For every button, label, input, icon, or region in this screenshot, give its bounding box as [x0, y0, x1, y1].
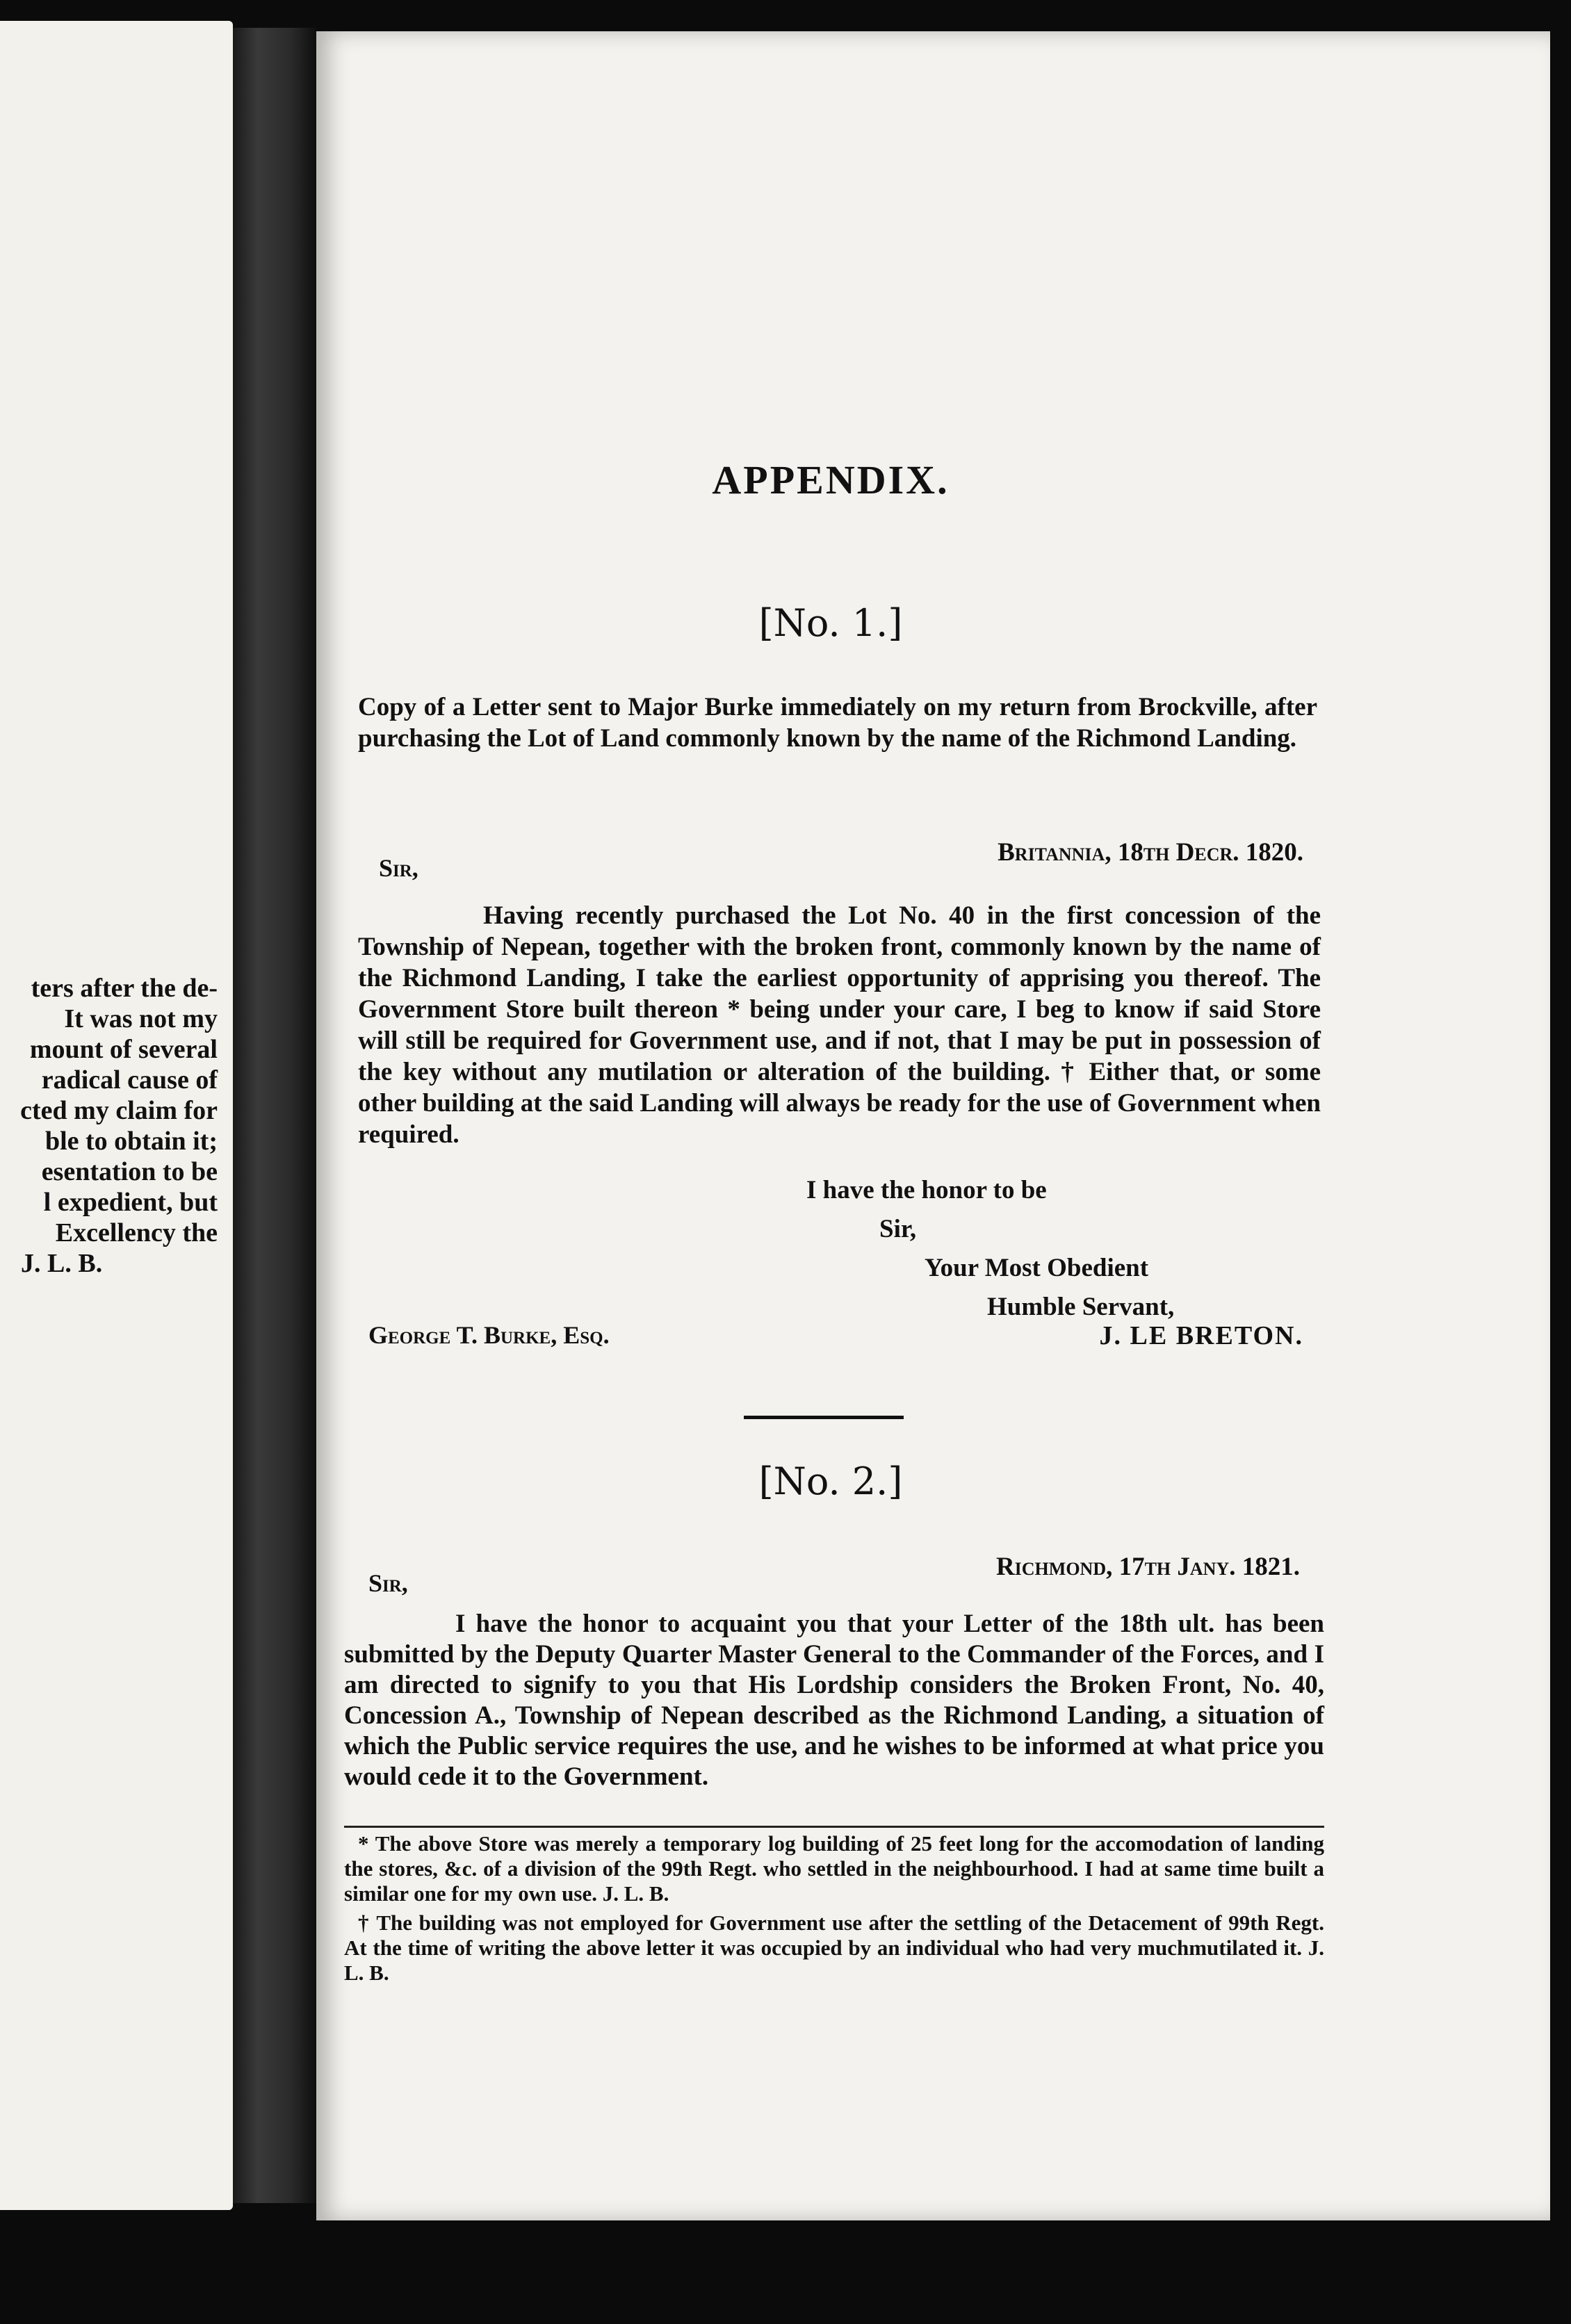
facing-line: ters after the de-	[31, 974, 218, 1003]
letter-1-signature: J. LE BRETON.	[1099, 1321, 1303, 1350]
footnote: * The above Store was merely a temporary log building of 25 feet long for the accomodation of landing the stores, &c. of a division of the 99th Regt. who settled in the neighbourhood. I had at same time built a similar one for my own use. J. L. B.	[344, 1831, 1324, 1906]
facing-signature: J. L. B.	[21, 1249, 103, 1278]
letter-2-body: I have the honor to acquaint you that your Letter of the 18th ult. has been submitted by the Deputy Quarter Master General to the Commander of the Forces, and I am directed to signify to you that His Lordship considers the Broken Front, No. 40, Concession A., Township of Nepean described as the Richmond Landing, a situation of which the Public service requires the use, and he wishes to be informed at what price you would cede it to the Government.	[344, 1610, 1324, 1791]
letter-2-date: Richmond, 17th Jany. 1821.	[995, 1553, 1300, 1581]
letter-1-salutation: Sir,	[379, 854, 418, 882]
footnote-divider	[344, 1826, 1324, 1828]
closing-line: Sir,	[879, 1215, 917, 1243]
facing-line: cted my claim for	[20, 1096, 218, 1125]
closing-line: I have the honor to be	[806, 1176, 1047, 1204]
book-gutter	[233, 28, 316, 2203]
section-number-1: [No. 1.]	[758, 601, 903, 645]
facing-line: ble to obtain it;	[44, 1127, 218, 1156]
letter-2-salutation: Sir,	[368, 1569, 408, 1597]
facing-line: mount of several	[29, 1035, 218, 1064]
appendix-title: APPENDIX.	[712, 457, 950, 502]
document-page	[316, 31, 1550, 2220]
facing-line: radical cause of	[41, 1065, 218, 1095]
facing-page-text	[0, 973, 233, 1279]
facing-line: Excellency the	[55, 1218, 218, 1247]
closing-line: Your Most Obedient	[925, 1254, 1149, 1282]
section-divider	[744, 1416, 904, 1419]
letter-1-date: Britannia, 18th Decr. 1820.	[998, 838, 1303, 867]
letter-1-addressee: George T. Burke, Esq.	[368, 1321, 610, 1349]
letter-1-body: Having recently purchased the Lot No. 40 in the first concession of the Township of Nepean, together with the broken front, commonly known by the name of the Richmond Landing, I take the earliest opportunity of apprising you thereof. The Government Store built thereon * being under your care, I beg to know if said Store will still be required for Government use, and if not, that I may be put in possession of the key without any mutilation or alteration of the building. † Either that, or some other building at the said Landing will always be ready for the use of Government when required.	[358, 901, 1321, 1149]
facing-line: l expedient, but	[43, 1188, 218, 1217]
section-number-2: [No. 2.]	[758, 1459, 903, 1503]
facing-line: It was not my	[64, 1004, 218, 1033]
facing-page	[0, 21, 233, 2210]
footnotes	[344, 1831, 1324, 1990]
letter-1-introduction: Copy of a Letter sent to Major Burke immediately on my return from Brockville, after purchasing the Lot of Land commonly known by the name of the Richmond Landing.	[358, 693, 1317, 753]
facing-line: esentation to be	[41, 1157, 218, 1186]
footnote: † The building was not employed for Government use after the settling of the Detacement of 99th Regt. At the time of writing the above letter it was occupied by an individual who had very muchmutilated it. J. L. B.	[344, 1910, 1324, 1985]
closing-line: Humble Servant,	[987, 1293, 1175, 1321]
